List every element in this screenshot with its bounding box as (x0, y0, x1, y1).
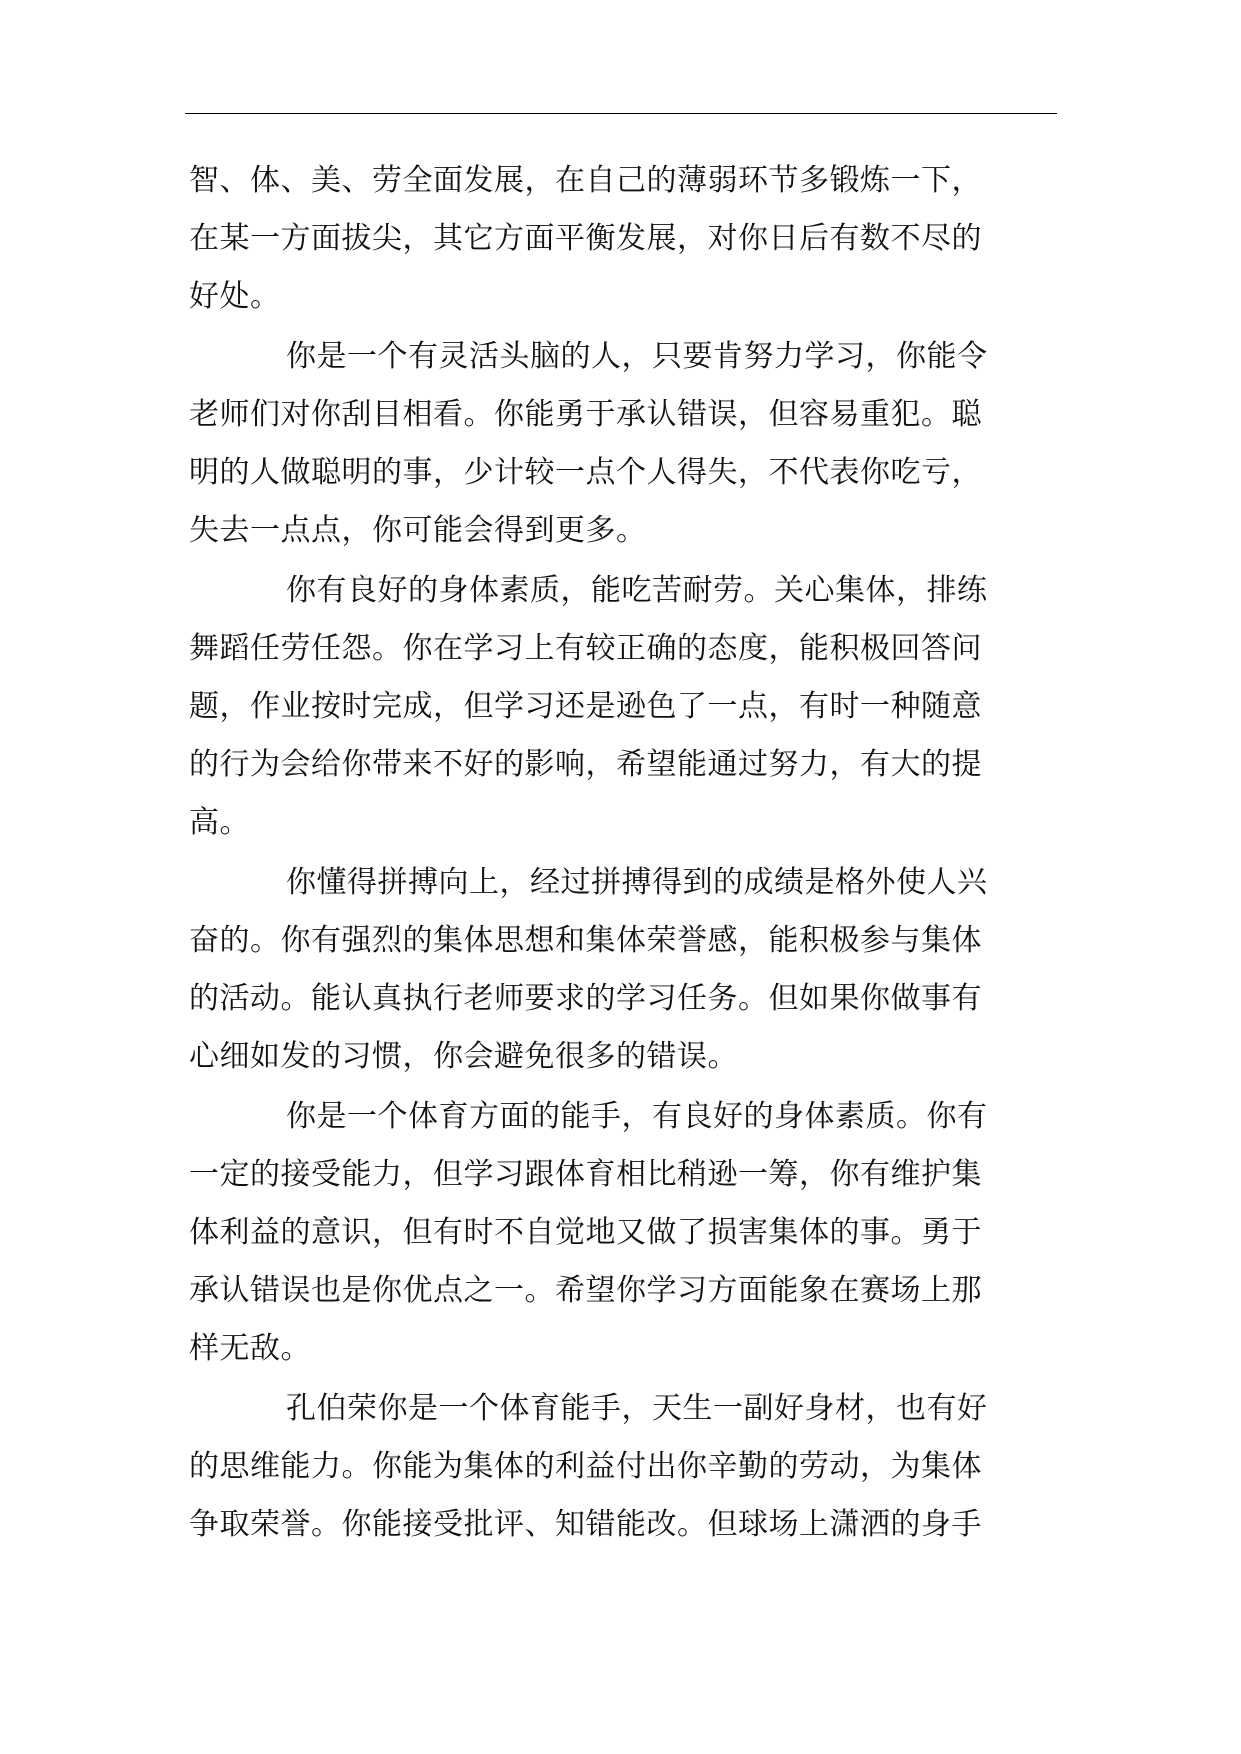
text-line: 奋的。你有强烈的集体思想和集体荣誉感，能积极参与集体 (189, 923, 982, 958)
text-line: 你是一个有灵活头脑的人，只要肯努力学习，你能令 (286, 339, 988, 374)
text-line: 老师们对你刮目相看。你能勇于承认错误，但容易重犯。聪 (189, 397, 982, 432)
text-line: 好处。 (189, 279, 281, 314)
paragraph-5 (189, 1088, 1051, 1378)
text-line: 你是一个体育方面的能手，有良好的身体素质。你有 (286, 1099, 988, 1134)
text-line: 题，作业按时完成，但学习还是逊色了一点，有时一种随意 (189, 689, 982, 724)
text-line: 高。 (189, 805, 250, 840)
text-line: 智、体、美、劳全面发展，在自己的薄弱环节多锻炼一下， (189, 163, 982, 198)
paragraph-6 (189, 1380, 1051, 1554)
paragraph-2 (189, 328, 1051, 560)
header-rule (185, 113, 1057, 114)
text-line: 舞蹈任劳任怨。你在学习上有较正确的态度，能积极回答问 (189, 631, 982, 666)
text-line: 的行为会给你带来不好的影响，希望能通过努力，有大的提 (189, 747, 982, 782)
text-line: 一定的接受能力，但学习跟体育相比稍逊一筹，你有维护集 (189, 1157, 982, 1192)
document-body (189, 152, 1051, 1554)
text-line: 孔伯荣你是一个体育能手，天生一副好身材，也有好 (286, 1391, 988, 1426)
paragraph-4 (189, 854, 1051, 1086)
text-line: 心细如发的习惯，你会避免很多的错误。 (189, 1039, 738, 1074)
text-line: 失去一点点，你可能会得到更多。 (189, 513, 647, 548)
text-line: 的思维能力。你能为集体的利益付出你辛勤的劳动，为集体 (189, 1449, 982, 1484)
text-line: 你懂得拼搏向上，经过拼搏得到的成绩是格外使人兴 (286, 865, 988, 900)
text-line: 承认错误也是你优点之一。希望你学习方面能象在赛场上那 (189, 1273, 982, 1308)
text-line: 明的人做聪明的事，少计较一点个人得失，不代表你吃亏， (189, 455, 982, 490)
text-line: 体利益的意识，但有时不自觉地又做了损害集体的事。勇于 (189, 1215, 982, 1250)
paragraph-3 (189, 562, 1051, 852)
text-line: 你有良好的身体素质，能吃苦耐劳。关心集体，排练 (286, 573, 988, 608)
text-line: 在某一方面拔尖，其它方面平衡发展，对你日后有数不尽的 (189, 221, 982, 256)
text-line: 争取荣誉。你能接受批评、知错能改。但球场上潇洒的身手 (189, 1507, 982, 1542)
paragraph-1 (189, 152, 1051, 326)
text-line: 样无敌。 (189, 1331, 311, 1366)
text-line: 的活动。能认真执行老师要求的学习任务。但如果你做事有 (189, 981, 982, 1016)
